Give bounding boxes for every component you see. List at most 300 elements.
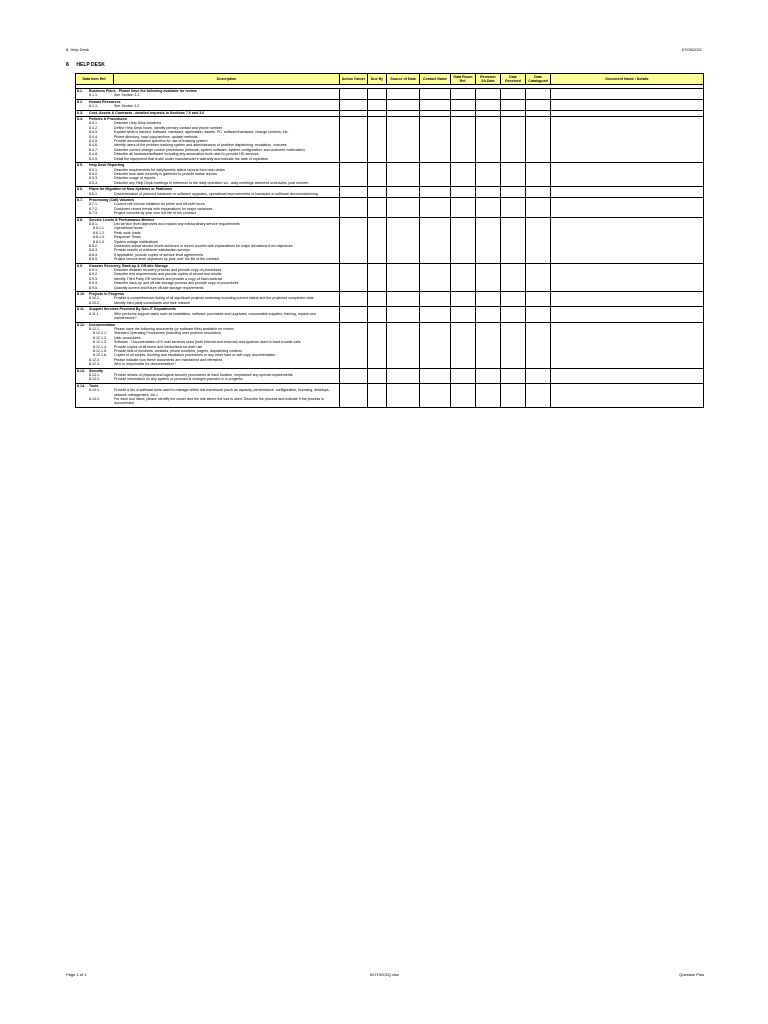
item-description: Provide lists of functions, contacts, phone numbers, pagers, dispatching routines xyxy=(114,348,243,353)
input-cell[interactable] xyxy=(476,163,501,187)
table-header-row xyxy=(76,74,704,85)
input-cell[interactable] xyxy=(368,368,387,383)
item-number: 8.9.2. xyxy=(89,272,98,277)
item-description: Project service level objectives by year over the life of the contract xyxy=(114,257,220,262)
input-cell[interactable] xyxy=(420,322,451,368)
list-item xyxy=(77,312,338,321)
group-number: 8.8. xyxy=(77,217,83,222)
item-description: Describe back-up and off-site storage process and provide copy of procedures xyxy=(114,281,239,286)
input-cell[interactable] xyxy=(420,263,451,291)
col-reviewer-date: Reviewer Sh.Date xyxy=(476,74,501,85)
table-row xyxy=(76,322,704,368)
table-row xyxy=(76,292,704,307)
input-cell[interactable] xyxy=(340,117,368,163)
item-number: 8.12.3. xyxy=(89,362,100,367)
list-item xyxy=(77,301,338,305)
item-number: 8.8.5. xyxy=(89,257,98,262)
group-heading: Processing (Call) Volumes xyxy=(89,197,135,202)
section-title xyxy=(66,62,105,68)
group-heading: Support Services Provided By Non-IT Departments xyxy=(89,307,176,312)
item-number: 8.4.3. xyxy=(89,130,98,135)
input-cell[interactable] xyxy=(551,89,704,100)
input-cell[interactable] xyxy=(420,187,451,198)
input-cell[interactable] xyxy=(501,322,526,368)
item-description: Describe requirements for daily/weekly status reports from help desks xyxy=(114,167,225,172)
table-row xyxy=(76,383,704,407)
group-cell xyxy=(76,307,340,322)
footer-page-number: Page 1 of 1 xyxy=(66,972,87,977)
input-cell[interactable] xyxy=(340,383,368,407)
group-cell xyxy=(76,322,340,368)
item-number: 8.8.4. xyxy=(89,252,98,257)
item-number: 8.9.1. xyxy=(89,268,98,273)
group-cell xyxy=(76,197,340,217)
item-description: Provide copies of all forms and instructions for their use xyxy=(114,344,203,349)
item-description: Provide a comprehensive listing of all significant projects underway including current status and the projected completion date xyxy=(114,296,314,301)
input-cell[interactable] xyxy=(420,368,451,383)
list-item xyxy=(77,388,338,397)
col-document-name: Document Name / Details xyxy=(551,74,704,85)
input-cell[interactable] xyxy=(368,217,387,263)
item-description: Please indicate how these documents are maintained and refreshed xyxy=(114,357,223,362)
input-cell[interactable] xyxy=(368,89,387,100)
input-cell[interactable] xyxy=(387,117,420,163)
input-cell[interactable] xyxy=(387,307,420,322)
list-item xyxy=(77,362,338,366)
col-description: Description xyxy=(114,74,340,85)
input-cell[interactable] xyxy=(476,383,501,407)
item-number: 8.7.1. xyxy=(89,202,98,207)
item-description: Identify third party consultants and their mission xyxy=(114,300,190,305)
item-description: Document recent trends with explanations for major variances xyxy=(114,206,213,211)
item-number: 8.4.4. xyxy=(89,134,98,139)
footer-filename: 60719002Q.xlsx xyxy=(370,972,399,977)
input-cell[interactable] xyxy=(340,307,368,322)
item-number: 8.9.3. xyxy=(89,276,98,281)
item-number: 8.8.1.3. xyxy=(93,235,105,240)
input-cell[interactable] xyxy=(387,263,420,291)
list-item xyxy=(77,397,338,406)
group-number: 8.7. xyxy=(77,197,83,202)
input-cell[interactable] xyxy=(451,292,476,307)
input-cell[interactable] xyxy=(451,89,476,100)
item-description: See Section 3.1 xyxy=(114,93,140,98)
item-number: 8.5.4. xyxy=(89,180,98,185)
input-cell[interactable] xyxy=(476,99,501,110)
table-row xyxy=(76,163,704,187)
input-cell[interactable] xyxy=(526,383,551,407)
item-description: Project volumes by year over the life of the contract xyxy=(114,211,196,216)
input-cell[interactable] xyxy=(451,307,476,322)
input-cell[interactable] xyxy=(476,368,501,383)
input-cell[interactable] xyxy=(340,263,368,291)
list-item xyxy=(77,377,338,381)
input-cell[interactable] xyxy=(501,217,526,263)
group-cell xyxy=(76,292,340,307)
item-number: 8.4.6. xyxy=(89,143,98,148)
item-description: Copies of all scripts, booking and escalation procedures or any other hard or soft copy documentation xyxy=(114,353,276,358)
item-number: 8.5.3. xyxy=(89,176,98,181)
input-cell[interactable] xyxy=(526,197,551,217)
item-description: Please have the following documents (or software files) available for review xyxy=(114,326,234,331)
input-cell[interactable] xyxy=(387,163,420,187)
col-contact-name: Contact Name xyxy=(420,74,451,85)
item-description: Provide details of physical and logical security procedures at each location, emphasize any special requirements xyxy=(114,372,293,377)
item-description: Quantify current and future off-site storage requirements xyxy=(114,285,204,290)
item-description: Explain what is tracked: software, hardware, application, assets, PC, software/hardware, change controls, etc. xyxy=(114,130,289,135)
input-cell[interactable] xyxy=(476,307,501,322)
input-cell[interactable] xyxy=(526,368,551,383)
input-cell[interactable] xyxy=(451,187,476,198)
group-number: 8.6. xyxy=(77,187,83,192)
input-cell[interactable] xyxy=(420,99,451,110)
input-cell[interactable] xyxy=(476,217,501,263)
item-description: User procedures xyxy=(114,335,141,340)
table-row xyxy=(76,368,704,383)
group-heading: Documentation xyxy=(89,322,116,327)
input-cell[interactable] xyxy=(476,322,501,368)
group-cell xyxy=(76,117,340,163)
input-cell[interactable] xyxy=(476,89,501,100)
item-description: Provide results of customer satisfaction surveys xyxy=(114,248,190,253)
item-description: Provide information on any system or procedural changes planned or in progress xyxy=(114,377,243,382)
input-cell[interactable] xyxy=(526,117,551,163)
item-description: Peak work loads xyxy=(114,230,141,235)
input-cell[interactable] xyxy=(501,263,526,291)
col-data-room-ref: Data Room Ref. xyxy=(451,74,476,85)
input-cell[interactable] xyxy=(368,307,387,322)
input-cell[interactable] xyxy=(368,263,387,291)
input-cell[interactable] xyxy=(368,292,387,307)
group-number: 8.3. xyxy=(77,110,83,115)
item-description: Describe current change control procedures (network, system software, system configuration, and customer notification) xyxy=(114,147,305,152)
input-cell[interactable] xyxy=(340,292,368,307)
item-number: 8.10.1. xyxy=(89,296,100,301)
input-cell[interactable] xyxy=(451,263,476,291)
col-action-owner: Action Owner xyxy=(340,74,368,85)
input-cell[interactable] xyxy=(526,263,551,291)
list-item xyxy=(77,211,338,215)
item-description: Phone directory, how/ copy/archive, update methods xyxy=(114,134,198,139)
table-row xyxy=(76,217,704,263)
item-description: See Section 3.2 xyxy=(114,104,140,109)
input-cell[interactable] xyxy=(526,292,551,307)
list-item xyxy=(77,157,338,161)
item-description: Document actual service levels achieved in recent months with explanations for major deviations from objectives xyxy=(114,244,293,248)
item-number: 8.4.2. xyxy=(89,125,98,130)
input-cell[interactable] xyxy=(368,117,387,163)
group-number: 8.9. xyxy=(77,263,83,268)
input-cell[interactable] xyxy=(476,187,501,198)
input-cell[interactable] xyxy=(340,99,368,110)
input-cell[interactable] xyxy=(551,383,704,407)
page-header-date: 07/05/2021 xyxy=(681,47,702,52)
input-cell[interactable] xyxy=(387,187,420,198)
group-number: 8.10. xyxy=(77,292,85,297)
list-item xyxy=(77,104,338,108)
input-cell[interactable] xyxy=(340,89,368,100)
item-description: System outage notifications xyxy=(114,239,158,244)
item-number: 8.4.5. xyxy=(89,139,98,144)
input-cell[interactable] xyxy=(387,292,420,307)
group-heading: Disaster Recovery, Back-up & Off-site Storage xyxy=(89,263,168,268)
input-cell[interactable] xyxy=(420,89,451,100)
input-cell[interactable] xyxy=(551,263,704,291)
group-heading: Service Levels & Performance Metrics xyxy=(89,217,155,222)
group-number: 8.13. xyxy=(77,368,85,373)
input-cell[interactable] xyxy=(451,322,476,368)
input-cell[interactable] xyxy=(551,368,704,383)
item-number: 8.12.1. xyxy=(89,326,100,331)
input-cell[interactable] xyxy=(551,292,704,307)
input-cell[interactable] xyxy=(387,99,420,110)
item-number: 8.9.5. xyxy=(89,285,98,290)
item-number: 8.10.2. xyxy=(89,300,100,305)
input-cell[interactable] xyxy=(526,322,551,368)
item-number: 8.13.1. xyxy=(89,372,100,377)
group-cell xyxy=(76,163,340,187)
item-description: Identify Third Party DR services and provide a copy of each contract xyxy=(114,276,223,281)
input-cell[interactable] xyxy=(340,217,368,263)
input-cell[interactable] xyxy=(368,197,387,217)
col-due-by: Due By xyxy=(368,74,387,85)
input-cell[interactable] xyxy=(368,322,387,368)
input-cell[interactable] xyxy=(526,187,551,198)
input-cell[interactable] xyxy=(476,263,501,291)
input-cell[interactable] xyxy=(451,368,476,383)
table-row xyxy=(76,307,704,322)
input-cell[interactable] xyxy=(501,163,526,187)
input-cell[interactable] xyxy=(526,99,551,110)
group-heading: Plans for Migration to New Systems or Platforms xyxy=(89,187,173,192)
item-description: Describe usage of reports xyxy=(114,176,156,181)
input-cell[interactable] xyxy=(420,307,451,322)
input-cell[interactable] xyxy=(387,217,420,263)
input-cell[interactable] xyxy=(368,99,387,110)
item-description: Provide a list of software tools used to manage within this framework (such as capacity, performance, configuration, licensing, desktops, network management, etc.) xyxy=(114,388,330,397)
group-heading: Business Plans - Please have the following available for review xyxy=(89,89,197,93)
input-cell[interactable] xyxy=(501,99,526,110)
item-number: 8.14.1. xyxy=(89,388,100,393)
item-description: Documentation of planned hardware or software upgrades, operational improvements or hardware or software decommissioning xyxy=(114,191,318,196)
section-number: 8 xyxy=(66,62,69,68)
group-number: 8.12. xyxy=(77,322,85,327)
input-cell[interactable] xyxy=(526,163,551,187)
item-description: Describe disaster recovery process and provide copy of procedures xyxy=(114,268,222,273)
section-heading: HELP DESK xyxy=(76,62,105,68)
item-number: 8.6.1. xyxy=(89,191,98,196)
item-description: Describe how data currently is gathered to provide status reports xyxy=(114,171,217,176)
group-heading: Help Desk Reporting xyxy=(89,163,125,168)
item-number: 8.5.2. xyxy=(89,171,98,176)
item-number: 8.12.1.2. xyxy=(93,335,107,340)
input-cell[interactable] xyxy=(551,163,704,187)
list-item xyxy=(77,257,338,261)
item-number: 8.8.1.1. xyxy=(93,226,105,231)
item-description: Standard Operating Procedures (including user problem resolution) xyxy=(114,331,221,336)
input-cell[interactable] xyxy=(501,307,526,322)
group-number: 8.14. xyxy=(77,383,85,388)
table-row xyxy=(76,117,704,163)
item-number: 8.2.1. xyxy=(89,104,98,109)
footer-brand: Question Plus xyxy=(679,972,704,977)
col-date-catalogued: Date Catalogued xyxy=(526,74,551,85)
list-item xyxy=(77,181,338,185)
group-heading: Security xyxy=(89,368,104,373)
input-cell[interactable] xyxy=(368,383,387,407)
group-cell xyxy=(76,89,340,100)
input-cell[interactable] xyxy=(451,99,476,110)
item-description: Current call volume statistics for prime and off-shift hours xyxy=(114,202,205,207)
input-cell[interactable] xyxy=(476,197,501,217)
input-cell[interactable] xyxy=(451,163,476,187)
input-cell[interactable] xyxy=(387,89,420,100)
item-description: Describe any Help Desk meetings in reference to the daily operation viz., daily meetings weekend schedules, post mortem xyxy=(114,180,309,185)
input-cell[interactable] xyxy=(451,197,476,217)
col-source-of-data: Source of Data xyxy=(387,74,420,85)
item-description: Describe all hardware/software including any automation tools used to provide HD services xyxy=(114,152,259,157)
input-cell[interactable] xyxy=(476,292,501,307)
input-cell[interactable] xyxy=(340,197,368,217)
group-title xyxy=(77,111,338,115)
item-number: 8.9.4. xyxy=(89,281,98,286)
table-row xyxy=(76,187,704,198)
item-description: Response Times xyxy=(114,235,141,240)
input-cell[interactable] xyxy=(551,197,704,217)
item-number: 8.1.1. xyxy=(89,93,98,98)
requirements-table xyxy=(75,73,704,408)
input-cell[interactable] xyxy=(387,368,420,383)
input-cell[interactable] xyxy=(526,307,551,322)
input-cell[interactable] xyxy=(501,368,526,383)
input-cell[interactable] xyxy=(387,383,420,407)
item-number: 8.12.1.4. xyxy=(93,344,107,349)
group-cell xyxy=(76,368,340,383)
input-cell[interactable] xyxy=(420,292,451,307)
input-cell[interactable] xyxy=(368,163,387,187)
item-description: Provide documentation specifics for use of tracking system xyxy=(114,139,208,144)
item-description: Who is responsible for documentation? xyxy=(114,362,177,367)
input-cell[interactable] xyxy=(551,322,704,368)
input-cell[interactable] xyxy=(420,163,451,187)
item-number: 8.8.3. xyxy=(89,248,98,253)
group-cell xyxy=(76,217,340,263)
item-number: 8.8.1.4. xyxy=(93,239,105,244)
item-number: 8.5.1. xyxy=(89,167,98,172)
col-date-received: Date Received xyxy=(501,74,526,85)
item-number: 8.12.1.3. xyxy=(93,340,107,345)
input-cell[interactable] xyxy=(476,117,501,163)
item-number: 8.12.1.5. xyxy=(93,348,107,353)
input-cell[interactable] xyxy=(420,217,451,263)
input-cell[interactable] xyxy=(340,163,368,187)
input-cell[interactable] xyxy=(501,187,526,198)
group-number: 8.2. xyxy=(77,99,83,104)
group-number: 8.11. xyxy=(77,307,85,312)
item-number: 8.8.1.2. xyxy=(93,230,105,235)
item-description: Identify users of the problem tracking system and administrators of problem dispatching, escalation, closures xyxy=(114,143,287,148)
group-cell xyxy=(76,383,340,407)
input-cell[interactable] xyxy=(501,89,526,100)
input-cell[interactable] xyxy=(420,197,451,217)
item-number: 8.4.1. xyxy=(89,121,98,126)
item-number: 8.12.1.6. xyxy=(93,353,107,358)
item-number: 8.7.2. xyxy=(89,206,98,211)
item-number: 8.12.1.1. xyxy=(93,331,107,336)
group-number: 8.1. xyxy=(77,89,83,93)
input-cell[interactable] xyxy=(387,197,420,217)
group-heading: Projects in Progress xyxy=(89,292,124,297)
item-number: 8.4.9. xyxy=(89,156,98,161)
item-description: If applicable, provide copies of service level agreements xyxy=(114,252,204,257)
input-cell[interactable] xyxy=(387,322,420,368)
input-cell[interactable] xyxy=(526,89,551,100)
input-cell[interactable] xyxy=(340,187,368,198)
input-cell[interactable] xyxy=(551,217,704,263)
input-cell[interactable] xyxy=(340,322,368,368)
item-number: 8.14.2. xyxy=(89,397,100,401)
group-cell xyxy=(76,263,340,291)
group-cell xyxy=(76,99,340,110)
input-cell[interactable] xyxy=(340,368,368,383)
list-item xyxy=(77,286,338,290)
table-row xyxy=(76,99,704,110)
input-cell[interactable] xyxy=(451,117,476,163)
input-cell[interactable] xyxy=(551,307,704,322)
item-number: 8.4.7. xyxy=(89,147,98,152)
group-number: 8.4. xyxy=(77,117,83,122)
item-description: Who performs support tasks such as installation, software purchases and upgrades, consumable supplies, training, repairs and maintenance? xyxy=(114,311,316,321)
input-cell[interactable] xyxy=(501,117,526,163)
item-number: 8.4.8. xyxy=(89,152,98,157)
item-description: List service level objectives and explain any extraordinary service requirements xyxy=(114,221,240,226)
table-row xyxy=(76,263,704,291)
input-cell[interactable] xyxy=(551,99,704,110)
list-item xyxy=(77,192,338,196)
item-description: Define Help Desk hours, identify primary contact and phone number xyxy=(114,125,223,130)
item-description: Detail the equipment that is still under manufacturer's warranty and indicate the date of expiration xyxy=(114,156,269,161)
item-description: For each tool listed, please identify the owner and the site where the tool is used. Describe the process and indicate if the process is documented. xyxy=(114,397,324,406)
input-cell[interactable] xyxy=(451,383,476,407)
item-description: Describe Help Desk functions xyxy=(114,121,162,126)
input-cell[interactable] xyxy=(526,217,551,263)
item-description: Operational hours xyxy=(114,226,143,231)
table-row xyxy=(76,197,704,217)
group-heading: Human Resources xyxy=(89,99,121,104)
group-number: 8.5. xyxy=(77,163,83,168)
input-cell[interactable] xyxy=(551,187,704,198)
input-cell[interactable] xyxy=(501,197,526,217)
item-number: 8.13.2. xyxy=(89,377,100,382)
col-data-item-ref: Data Item Ref. xyxy=(76,74,114,85)
input-cell[interactable] xyxy=(451,217,476,263)
item-number: 8.8.2. xyxy=(89,244,98,248)
input-cell[interactable] xyxy=(368,187,387,198)
group-cell xyxy=(76,187,340,198)
page-header-left: 8. Help Desk xyxy=(66,47,89,52)
table-row xyxy=(76,89,704,100)
input-cell[interactable] xyxy=(501,292,526,307)
input-cell[interactable] xyxy=(551,117,704,163)
item-description: Describe test requirements and provide copies of recent test results xyxy=(114,272,222,277)
item-number: 8.11.1. xyxy=(89,311,100,316)
item-description: Software - Documentation of E-mail services used (both internal and external) and systems used to track trouble calls xyxy=(114,340,301,345)
group-heading: Tools xyxy=(89,383,99,388)
input-cell[interactable] xyxy=(420,383,451,407)
input-cell[interactable] xyxy=(501,383,526,407)
input-cell[interactable] xyxy=(420,117,451,163)
item-number: 8.12.2. xyxy=(89,357,100,362)
